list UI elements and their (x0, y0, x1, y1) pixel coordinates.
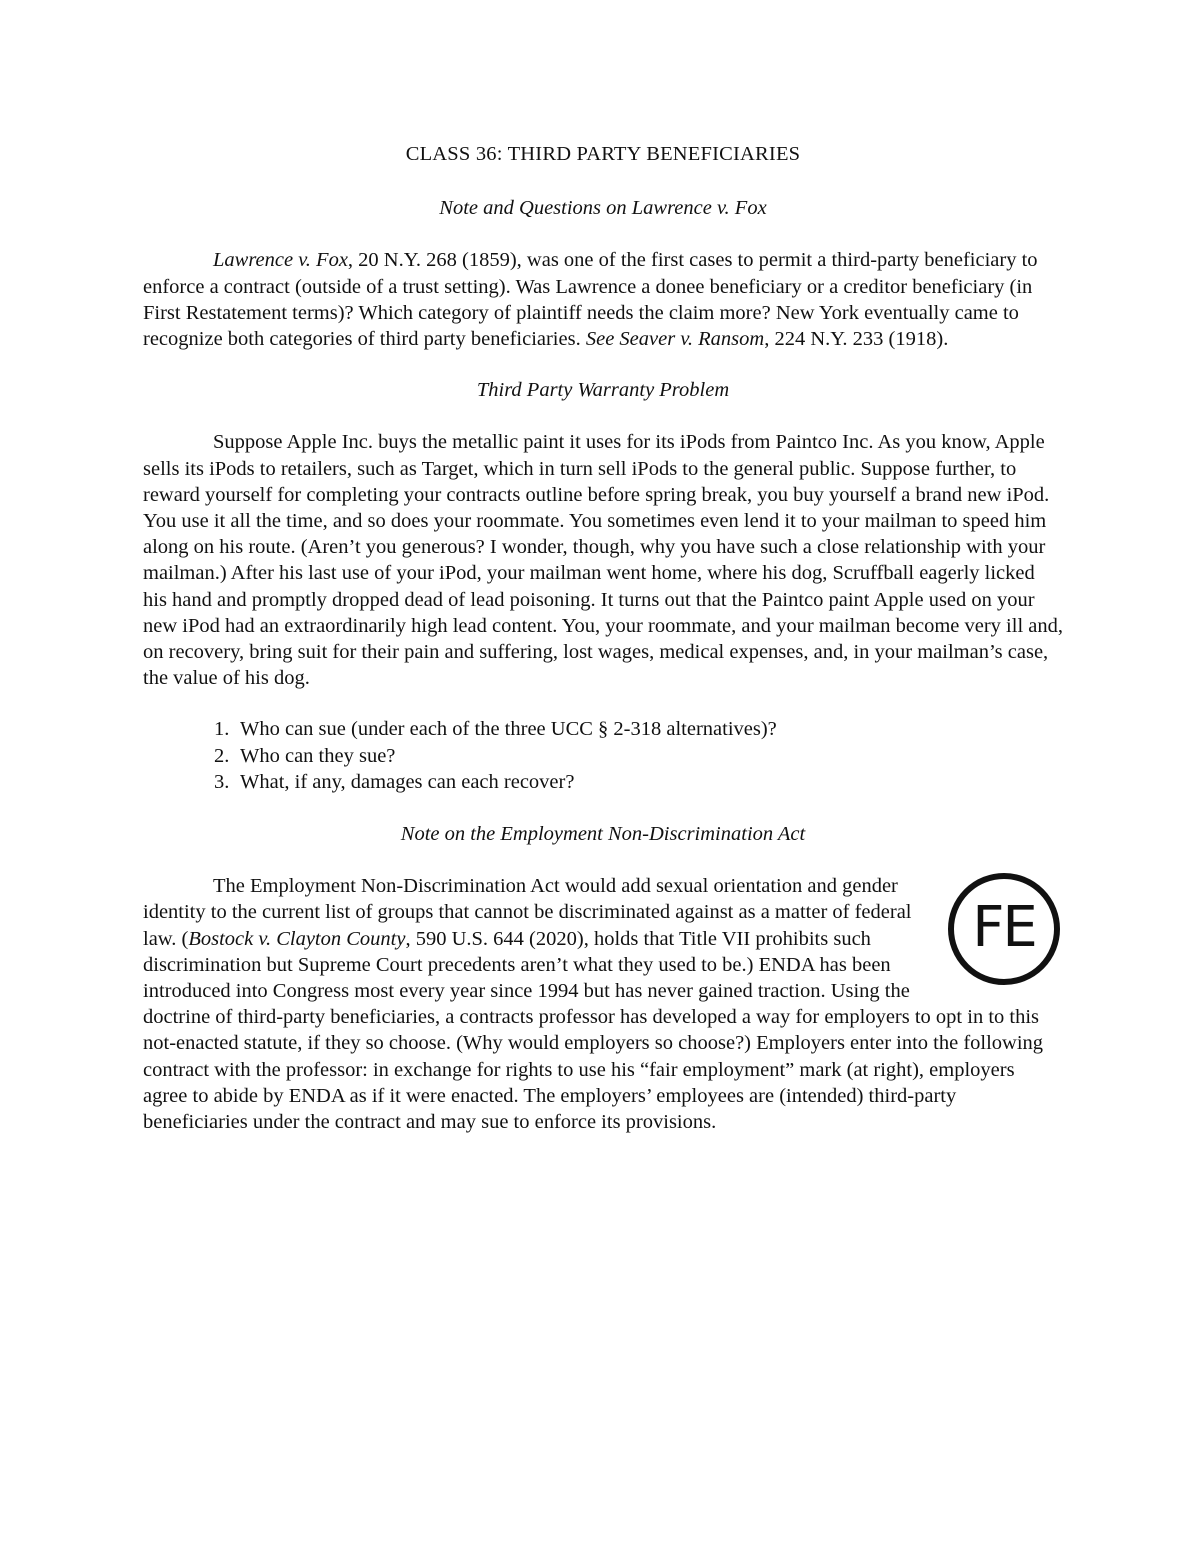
section-heading-lawrence: Note and Questions on Lawrence v. Fox (439, 197, 767, 220)
paragraph-text: , 590 U.S. 644 (2020), holds that Title VII prohibits such discrimination but Supreme Court precedents aren’t what they used to be.) ENDA has been introduced into Congress most every year since 1994 but has never gained traction. Using the doctrine of third-party beneficiaries, a contracts professor has developed a way for employers to opt in to this not-enacted statute, if they so choose. (Why would employers so choose?) Employers enter into the following contract with the professor: in exchange for rights to use his “fair employment” mark (at right), employers agree to abide by ENDA as if it were enacted. The employers’ employees are (intended) third-party beneficiaries under the contract and may sue to enforce its provisions. (143, 927, 1044, 1134)
list-number: 3. (214, 770, 230, 793)
page-title: CLASS 36: THIRD PARTY BENEFICIARIES (405, 143, 801, 165)
list-item (214, 716, 1063, 742)
section-heading-warranty: Third Party Warranty Problem (476, 379, 730, 402)
enda-paragraph (143, 873, 1063, 1135)
paragraph-text: , 20 N.Y. 268 (1859), was one of the first cases to permit a third-party beneficiary to enforce a contract (outside of a trust setting). Was Lawrence a donee beneficiary or a creditor beneficiary (in First Restatement terms)? Which category of plaintiff needs the claim more? New York eventually came to recognize both categories of third party beneficiaries. (143, 249, 1038, 351)
enda-section (143, 873, 1063, 1135)
list-item (214, 743, 1063, 769)
lawrence-paragraph (143, 247, 1063, 352)
fair-employment-logo: FE (948, 873, 1060, 985)
case-citation: Lawrence v. Fox (213, 249, 348, 272)
list-item-text: Who can sue (under each of the three UCC § 2-318 alternatives)? (240, 718, 777, 741)
list-item-text: Who can they sue? (240, 744, 396, 767)
list-number: 1. (214, 718, 230, 741)
paragraph-text: The Employment Non-Discrimination Act would add sexual orientation and gender identity to the current list of groups that cannot be discriminated against as a matter of federal law. ( (143, 875, 912, 950)
warranty-paragraph: Suppose Apple Inc. buys the metallic paint it uses for its iPods from Paintco Inc. As you know, Apple sells its iPods to retailers, such as Target, which in turn sell iPods to the general public. Suppose further, to reward yourself for completing your contracts outline before spring break, you buy yourself a brand new iPod. You use it all the time, and so does your roommate. You sometimes even lend it to your mailman to speed him along on his route. (Aren’t you generous? I wonder, though, why you have such a close relationship with your mailman.) After his last use of your iPod, your mailman went home, where his dog, Scruffball eagerly licked his hand and promptly dropped dead of lead poisoning. It turns out that the Paintco paint Apple used on your new iPod had an extraordinarily high lead content. You, your roommate, and your mailman become very ill and, on recovery, bring suit for their pain and suffering, lost wages, medical expenses, and, in your mailman’s case, the value of his dog. (143, 431, 1063, 690)
list-item (214, 769, 1063, 795)
paragraph-text: , 224 N.Y. 233 (1918). (764, 328, 949, 351)
document-page (143, 141, 1063, 1135)
section-heading-enda: Note on the Employment Non-Discrimination Act (400, 823, 806, 846)
list-number: 2. (214, 744, 230, 767)
case-citation: Bostock v. Clayton County (188, 927, 406, 950)
list-item-text: What, if any, damages can each recover? (240, 770, 575, 793)
case-citation: See Seaver v. Ransom (585, 328, 765, 351)
question-list (143, 716, 1063, 795)
